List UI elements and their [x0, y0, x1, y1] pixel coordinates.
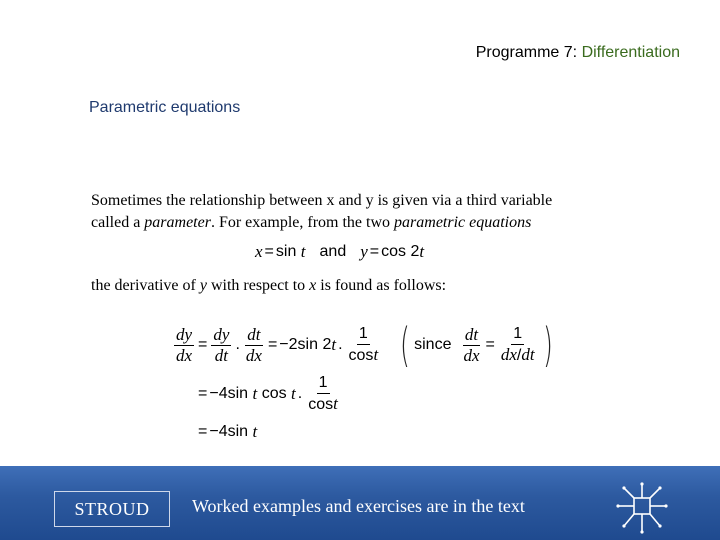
- term-parametric-equations: parametric equations: [394, 214, 532, 231]
- derivative-text-start: the derivative of: [91, 277, 200, 294]
- footer-note: Worked examples and exercises are in the text: [192, 496, 525, 516]
- footer-bar: [0, 466, 720, 540]
- derivative-text-end: is found as follows:: [316, 277, 447, 294]
- page-header: [476, 44, 680, 62]
- var-y: y: [199, 277, 207, 294]
- stroud-brand-box: STROUD: [54, 491, 170, 527]
- term-parameter: parameter: [144, 214, 211, 231]
- derivative-text-mid: with respect to: [206, 277, 310, 294]
- since-word: since: [414, 336, 452, 353]
- programme-topic: Differentiation: [581, 44, 680, 61]
- stroud-logo-icon: [612, 480, 672, 536]
- programme-label: Programme 7:: [475, 44, 578, 61]
- derivation-step-1: $\frac{dy}{dx}$ = $\frac{dy}{dt}$ . $\frac{dt}{dx}$ = −2sin 2 t . $\frac{1}{\cos t}$ ( since $\frac{dt}{dx}$ = $\frac{1}{dx/dt}$ ): [176, 318, 553, 372]
- intro-line-2-start: called a: [91, 214, 145, 231]
- var-x: x: [309, 277, 317, 294]
- equation-joiner: and: [319, 243, 347, 260]
- derivation-step-3: = −4sin t: [198, 422, 258, 441]
- intro-line-1: Sometimes the relationship between x and y is given via a third variable: [91, 192, 553, 209]
- section-title: Parametric equations: [89, 99, 241, 116]
- derivative-paragraph: [91, 275, 446, 297]
- parametric-equation-pair: x = sin t and y = cos 2 t: [255, 242, 425, 261]
- derivation-step-2: = −4sin t cos t . $\frac{1}{\cos t}$: [198, 374, 338, 413]
- intro-paragraph: [91, 190, 651, 234]
- intro-line-2-mid: . For example, from the two: [210, 214, 395, 231]
